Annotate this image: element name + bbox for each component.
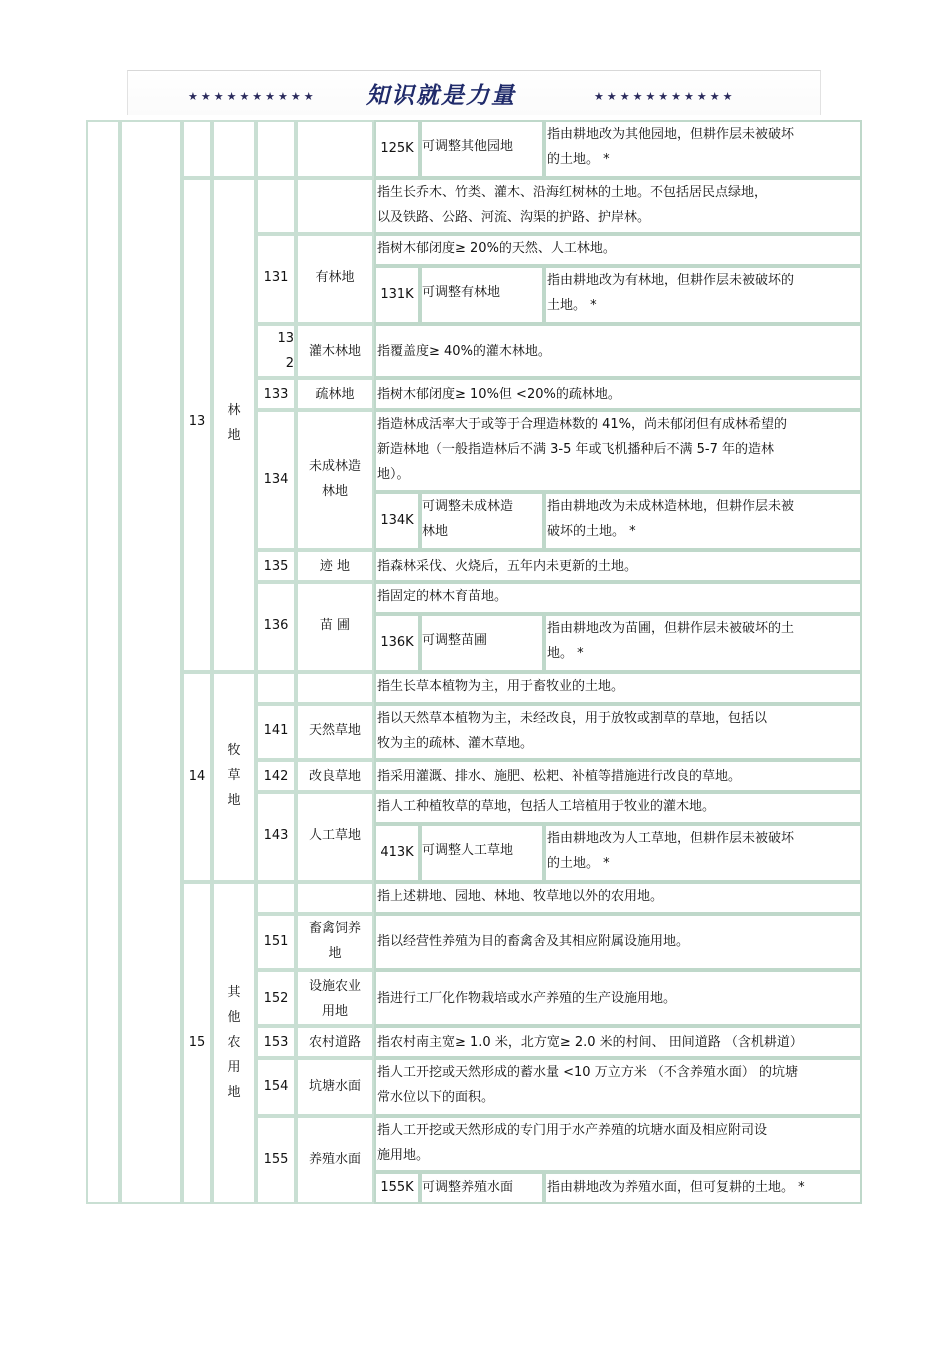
group14-name: 牧 草 地 bbox=[227, 743, 241, 808]
row131-name-cell bbox=[296, 234, 374, 324]
row143K-desc: 指由耕地改为人工草地，但耕作层未被破坏 的土地。 * bbox=[547, 831, 795, 871]
row154-code: 154 bbox=[263, 1079, 289, 1094]
row143K-desc-cell bbox=[544, 824, 862, 882]
row143-code-cell bbox=[256, 792, 296, 882]
row143K-code: 413K bbox=[380, 845, 414, 860]
row155-desc-cell bbox=[374, 1116, 862, 1172]
row133-desc: 指树木郁闭度≥ 10%但 <20%的疏林地。 bbox=[377, 387, 621, 402]
row132-name: 灌木林地 bbox=[308, 344, 361, 359]
group15-code: 15 bbox=[188, 1035, 206, 1050]
row142-code-cell bbox=[256, 760, 296, 792]
group14-name-cell bbox=[212, 672, 256, 882]
row136-desc-cell bbox=[374, 582, 862, 614]
row143-name: 人工草地 bbox=[308, 828, 361, 843]
group13-empty-name bbox=[296, 178, 374, 234]
row131-name: 有林地 bbox=[315, 270, 355, 285]
row-code: 125K bbox=[380, 141, 414, 156]
row153-desc-cell bbox=[374, 1026, 862, 1058]
group15-name-cell bbox=[212, 882, 256, 1204]
row136K-name-cell bbox=[420, 614, 544, 672]
row134-name-cell bbox=[296, 410, 374, 550]
row-desc-cell bbox=[544, 120, 862, 178]
row151-desc-cell bbox=[374, 914, 862, 970]
row132-code: 13 2 bbox=[277, 331, 294, 371]
group15-name: 其 他 农 用 地 bbox=[227, 985, 241, 1100]
row142-desc-cell bbox=[374, 760, 862, 792]
row135-name-cell bbox=[296, 550, 374, 582]
row142-name-cell bbox=[296, 760, 374, 792]
group15-empty-code bbox=[256, 882, 296, 914]
row-name-cell bbox=[420, 120, 544, 178]
row152-desc-cell bbox=[374, 970, 862, 1026]
row142-name: 改良草地 bbox=[308, 769, 361, 784]
row142-code: 142 bbox=[263, 769, 289, 784]
group14-code: 14 bbox=[188, 769, 206, 784]
row143-desc: 指人工种植牧草的草地，包括人工培植用于牧业的灌木地。 bbox=[377, 799, 716, 814]
row141-desc-cell bbox=[374, 704, 862, 760]
row133-name: 疏林地 bbox=[315, 387, 355, 402]
row141-code-cell bbox=[256, 704, 296, 760]
row155K-code-cell bbox=[374, 1172, 420, 1204]
row155K-name: 可调整养殖水面 bbox=[422, 1180, 514, 1195]
row152-name: 设施农业 用地 bbox=[308, 979, 361, 1019]
row155K-desc: 指由耕地改为养殖水面，但可复耕的土地。 * bbox=[547, 1180, 805, 1195]
row134K-code: 134K bbox=[380, 513, 414, 528]
row141-name-cell bbox=[296, 704, 374, 760]
row152-desc: 指进行工厂化作物栽培或水产养殖的生产设施用地。 bbox=[377, 991, 677, 1006]
group13-code-cell bbox=[182, 178, 212, 672]
row155K-code: 155K bbox=[380, 1180, 414, 1195]
row136-code-cell bbox=[256, 582, 296, 672]
row151-code-cell bbox=[256, 914, 296, 970]
row136K-desc: 指由耕地改为苗圃，但耕作层未被破坏的土 地。 * bbox=[547, 621, 795, 661]
row131K-desc-cell bbox=[544, 266, 862, 324]
row133-desc-cell bbox=[374, 378, 862, 410]
row133-code-cell bbox=[256, 378, 296, 410]
row133-code: 133 bbox=[263, 387, 289, 402]
row135-code-cell bbox=[256, 550, 296, 582]
row132-desc: 指覆盖度≥ 40%的灌木林地。 bbox=[377, 344, 551, 359]
banner-right-stars: ★★★★★★★★★★★ bbox=[594, 90, 736, 103]
group13-name: 林 地 bbox=[227, 403, 241, 443]
row136-name: 苗 圃 bbox=[319, 618, 351, 633]
row135-code: 135 bbox=[263, 559, 289, 574]
row155-code: 155 bbox=[263, 1152, 289, 1167]
group13-code: 13 bbox=[188, 414, 206, 429]
level1-column bbox=[86, 120, 120, 1204]
row152-name-cell bbox=[296, 970, 374, 1026]
group14-desc-cell bbox=[374, 672, 862, 704]
row-name: 可调整其他园地 bbox=[422, 139, 514, 154]
row143K-name-cell bbox=[420, 824, 544, 882]
row134K-desc-cell bbox=[544, 492, 862, 550]
row155-name-cell bbox=[296, 1116, 374, 1204]
row131-desc: 指树木郁闭度≥ 20%的天然、人工林地。 bbox=[377, 241, 616, 256]
row151-code: 151 bbox=[263, 934, 289, 949]
group14-empty-code bbox=[256, 672, 296, 704]
row134K-name: 可调整未成林造 林地 bbox=[422, 499, 514, 539]
group15-code-cell bbox=[182, 882, 212, 1204]
group14-desc: 指生长草本植物为主，用于畜牧业的土地。 bbox=[377, 679, 625, 694]
group15-desc: 指上述耕地、园地、林地、牧草地以外的农用地。 bbox=[377, 889, 664, 904]
row152-code-cell bbox=[256, 970, 296, 1026]
group13-desc-cell bbox=[374, 178, 862, 234]
row141-desc: 指以天然草本植物为主，未经改良，用于放牧或割草的草地，包括以 牧为主的疏林、灌木草地。 bbox=[377, 711, 768, 751]
sub-name-cell bbox=[296, 120, 374, 178]
row136K-code-cell bbox=[374, 614, 420, 672]
row141-name: 天然草地 bbox=[308, 723, 361, 738]
row134-desc-cell bbox=[374, 410, 862, 492]
row136-code: 136 bbox=[263, 618, 289, 633]
group12-code-cell bbox=[182, 120, 212, 178]
row151-desc: 指以经营性养殖为目的畜禽舍及其相应附属设施用地。 bbox=[377, 934, 690, 949]
row141-code: 141 bbox=[263, 723, 289, 738]
row151-name: 畜禽饲养 地 bbox=[308, 921, 361, 961]
row134-code: 134 bbox=[263, 472, 289, 487]
row-desc: 指由耕地改为其他园地，但耕作层未被破坏 的土地。 * bbox=[547, 127, 795, 167]
row135-name: 迹 地 bbox=[319, 559, 351, 574]
row153-code-cell bbox=[256, 1026, 296, 1058]
row134K-desc: 指由耕地改为未成林造林地，但耕作层未被 破坏的土地。 * bbox=[547, 499, 795, 539]
row131K-name-cell bbox=[420, 266, 544, 324]
row155-desc: 指人工开挖或天然形成的专门用于水产养殖的坑塘水面及相应附司设 施用地。 bbox=[377, 1123, 768, 1163]
group12-name-cell bbox=[212, 120, 256, 178]
row134K-code-cell bbox=[374, 492, 420, 550]
row134K-name-cell bbox=[420, 492, 544, 550]
group15-desc-cell bbox=[374, 882, 862, 914]
row155K-desc-cell bbox=[544, 1172, 862, 1204]
sub-code-cell bbox=[256, 120, 296, 178]
row154-desc-cell bbox=[374, 1058, 862, 1116]
row132-desc-cell bbox=[374, 324, 862, 378]
row135-desc-cell bbox=[374, 550, 862, 582]
row131K-code-cell bbox=[374, 266, 420, 324]
row154-desc: 指人工开挖或天然形成的蓄水量 <10 万立方米 （不含养殖水面） 的坑塘 常水位以下的面积。 bbox=[377, 1065, 798, 1105]
row131K-desc: 指由耕地改为有林地，但耕作层未被破坏的 土地。 * bbox=[547, 273, 795, 313]
row134-code-cell bbox=[256, 410, 296, 550]
row134-name: 未成林造 林地 bbox=[308, 459, 361, 499]
row153-name-cell bbox=[296, 1026, 374, 1058]
row131-desc-cell bbox=[374, 234, 862, 266]
row136-desc: 指固定的林木育苗地。 bbox=[377, 589, 508, 604]
row134-desc: 指造林成活率大于或等于合理造林数的 41%，尚未郁闭但有成林希望的 新造林地（一般指造林后不满 3-5 年或飞机播种后不满 5-7 年的造林 地）。 bbox=[377, 417, 788, 482]
row153-desc: 指农村南主宽≥ 1.0 米，北方宽≥ 2.0 米的村间、 田间道路 （含机耕道） bbox=[377, 1035, 803, 1050]
row133-name-cell bbox=[296, 378, 374, 410]
group13-name-cell bbox=[212, 178, 256, 672]
row143-name-cell bbox=[296, 792, 374, 882]
level1-name-column bbox=[120, 120, 182, 1204]
row135-desc: 指森林采伐、火烧后，五年内未更新的土地。 bbox=[377, 559, 638, 574]
row143-code: 143 bbox=[263, 828, 289, 843]
row143-desc-cell bbox=[374, 792, 862, 824]
row153-name: 农村道路 bbox=[308, 1035, 361, 1050]
row132-name-cell bbox=[296, 324, 374, 378]
header-banner bbox=[127, 70, 821, 115]
row131-code: 131 bbox=[263, 270, 289, 285]
row155-code-cell bbox=[256, 1116, 296, 1204]
row155K-name-cell bbox=[420, 1172, 544, 1204]
group15-empty-name bbox=[296, 882, 374, 914]
row143K-name: 可调整人工草地 bbox=[422, 843, 514, 858]
row151-name-cell bbox=[296, 914, 374, 970]
row154-code-cell bbox=[256, 1058, 296, 1116]
row136-name-cell bbox=[296, 582, 374, 672]
row136K-name: 可调整苗圃 bbox=[422, 633, 488, 648]
row143K-code-cell bbox=[374, 824, 420, 882]
group13-empty-code bbox=[256, 178, 296, 234]
row153-code: 153 bbox=[263, 1035, 289, 1050]
row154-name: 坑塘水面 bbox=[308, 1079, 361, 1094]
row131K-code: 131K bbox=[380, 287, 414, 302]
group14-code-cell bbox=[182, 672, 212, 882]
row142-desc: 指采用灌溉、排水、施肥、松耙、补植等措施进行改良的草地。 bbox=[377, 769, 742, 784]
group13-desc: 指生长乔木、竹类、灌木、沿海红树林的土地。不包括居民点绿地， 以及铁路、公路、河流、沟渠的护路、护岸林。 bbox=[377, 185, 768, 225]
row154-name-cell bbox=[296, 1058, 374, 1116]
land-classification-table bbox=[86, 120, 862, 1204]
row136K-desc-cell bbox=[544, 614, 862, 672]
row155-name: 养殖水面 bbox=[308, 1152, 361, 1167]
row136K-code: 136K bbox=[380, 635, 414, 650]
banner-title: 知识就是力量 bbox=[366, 82, 516, 109]
row132-code-cell bbox=[256, 324, 296, 378]
banner-left-stars: ★★★★★★★★★★ bbox=[188, 90, 317, 103]
table-row bbox=[374, 120, 420, 178]
row152-code: 152 bbox=[263, 991, 289, 1006]
row131-code-cell bbox=[256, 234, 296, 324]
row131K-name: 可调整有林地 bbox=[422, 285, 501, 300]
group14-empty-name bbox=[296, 672, 374, 704]
